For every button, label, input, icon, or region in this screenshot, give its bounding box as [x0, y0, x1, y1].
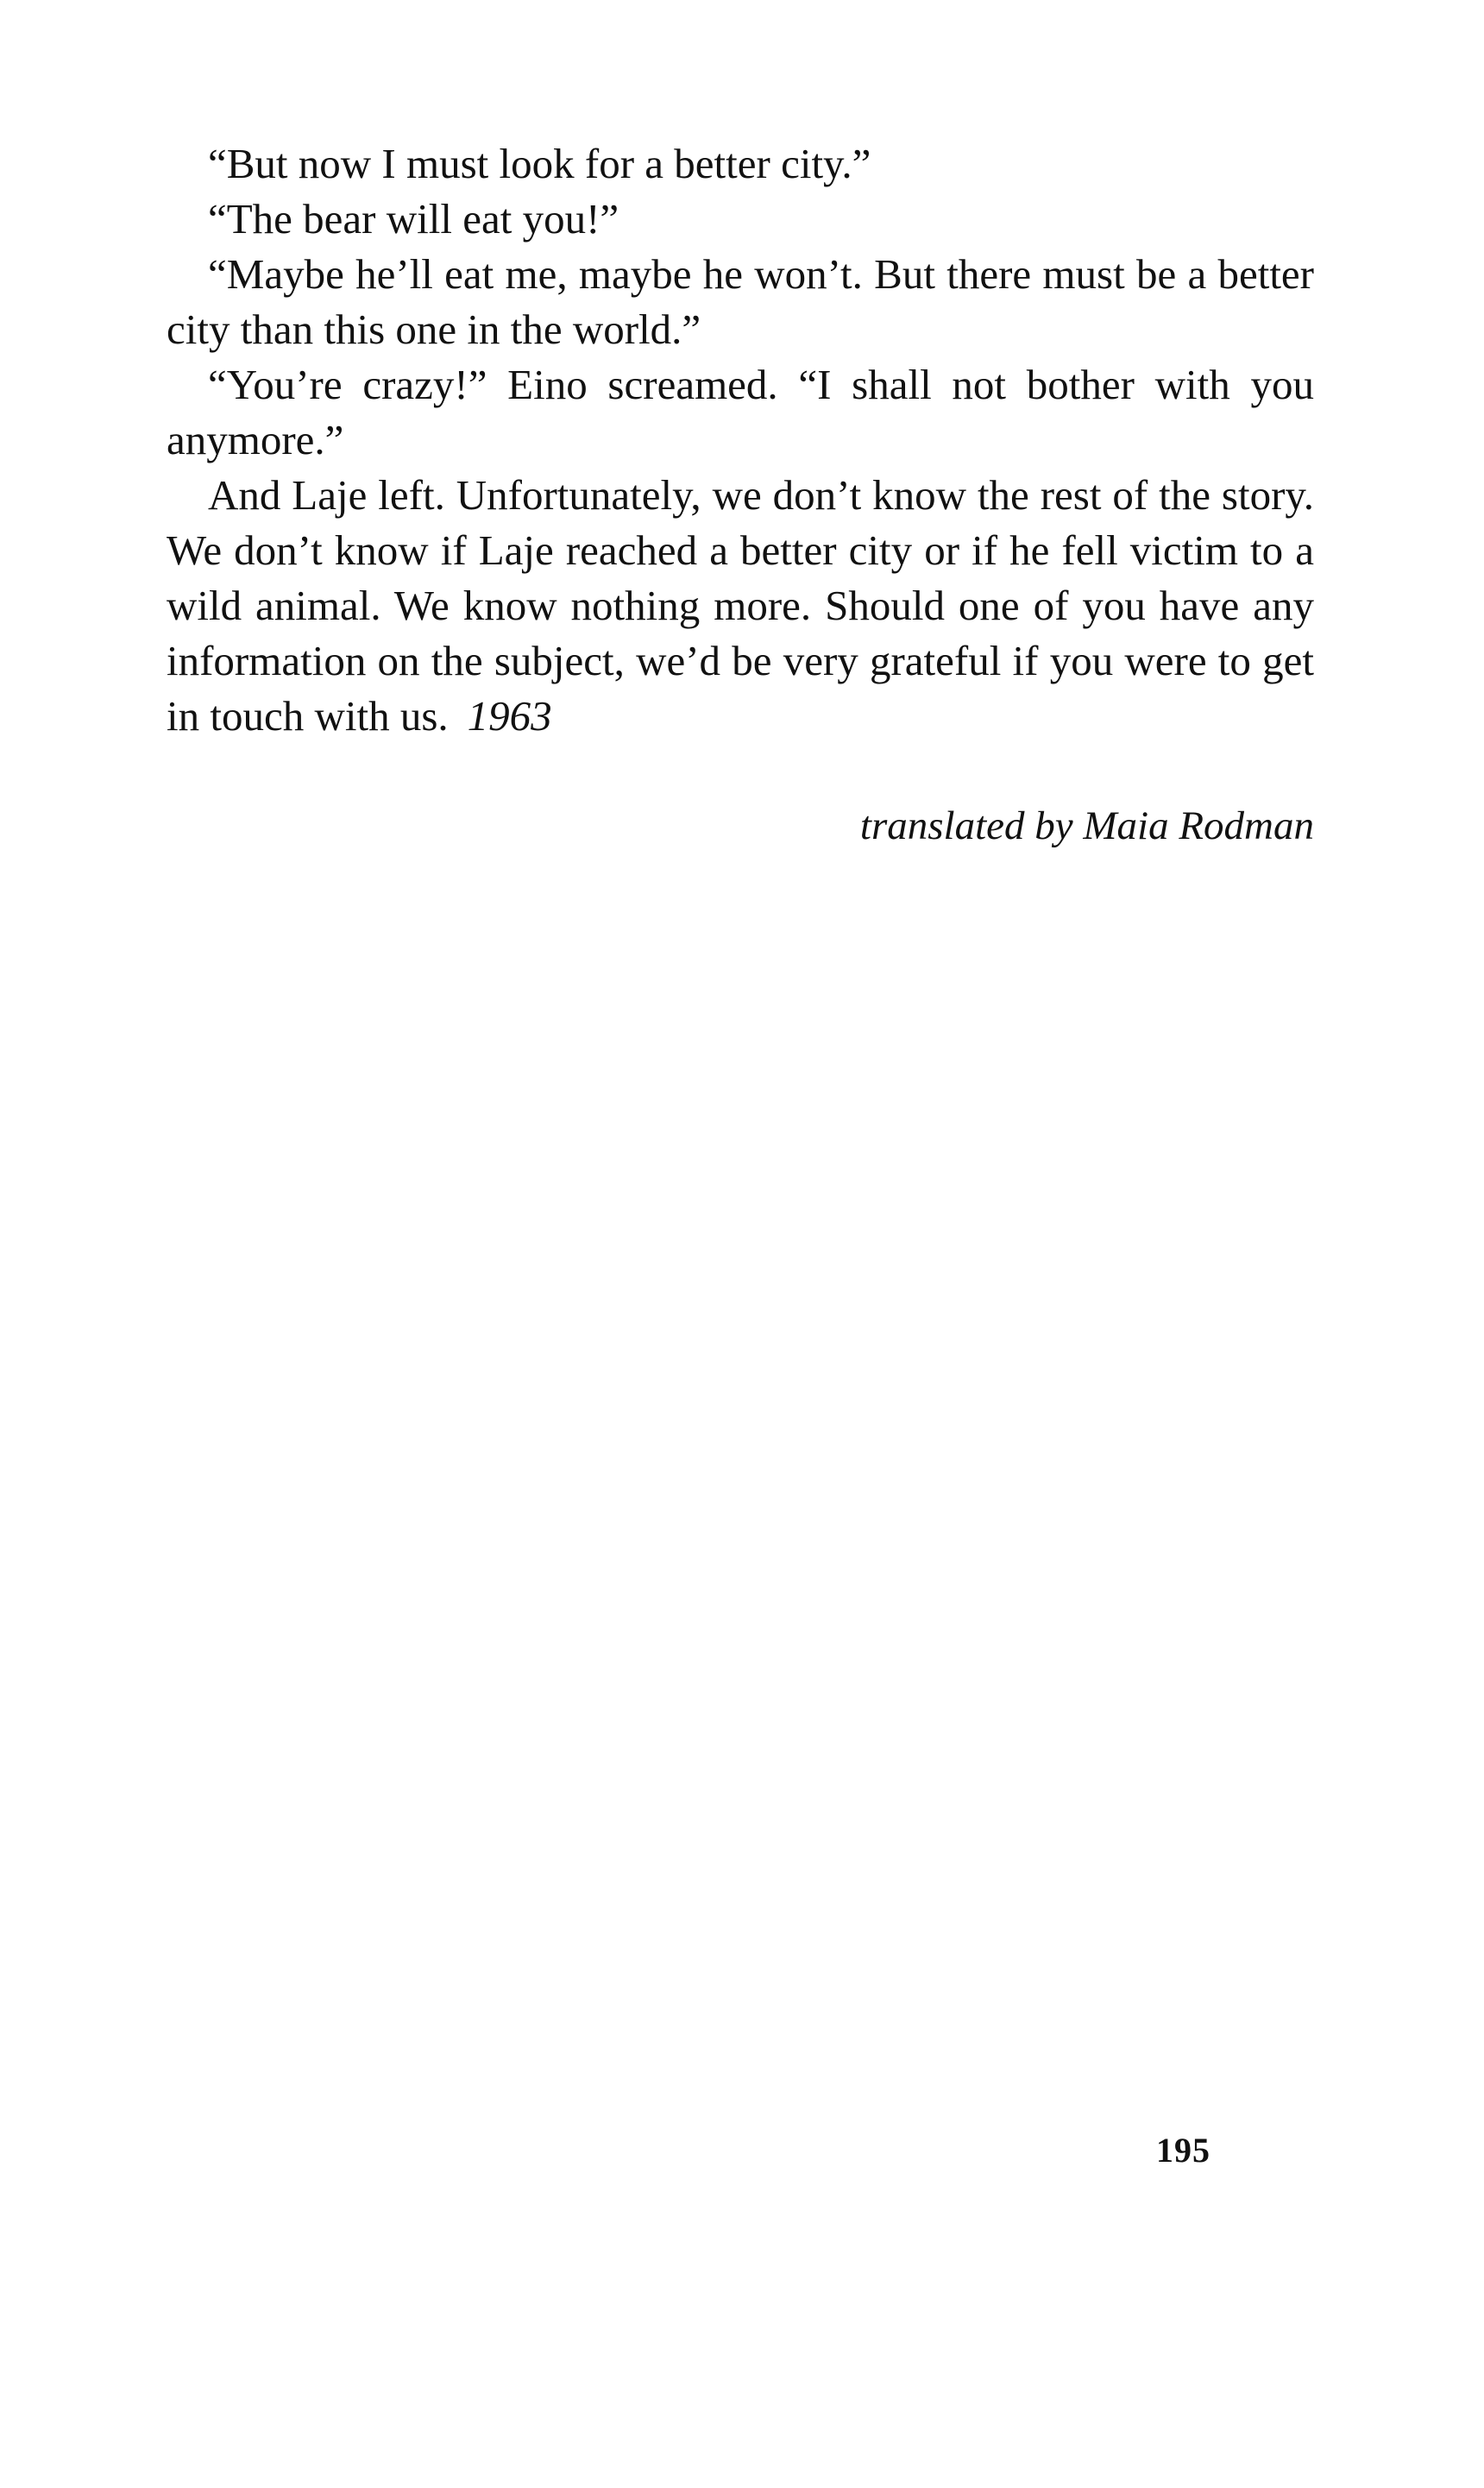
paragraph-1: “But now I must look for a better city.” — [208, 140, 871, 187]
paragraph-3: “Maybe he’ll eat me, maybe he won’t. But there must be a better city than this one in the world.” — [167, 250, 1314, 353]
paragraph-4: “You’re crazy!” Eino screamed. “I shall not bother with you anymore.” — [167, 361, 1314, 463]
story-year: 1963 — [467, 692, 552, 740]
page-number: 195 — [1156, 2131, 1210, 2170]
paragraph-5 — [167, 468, 1314, 744]
story-text — [167, 136, 1314, 744]
translator-credit: translated by Maia Rodman — [859, 803, 1314, 848]
paragraph-2: “The bear will eat you!” — [208, 195, 619, 243]
paragraph-5-text: And Laje left. Unfortunately, we don’t know the rest of the story. We don’t know if Laje reached a better city or if he fell victim to a wild animal. We know nothing more. Should one of you have any information on the subject, we’d be very grateful if you were to get in touch with us. — [167, 471, 1314, 740]
